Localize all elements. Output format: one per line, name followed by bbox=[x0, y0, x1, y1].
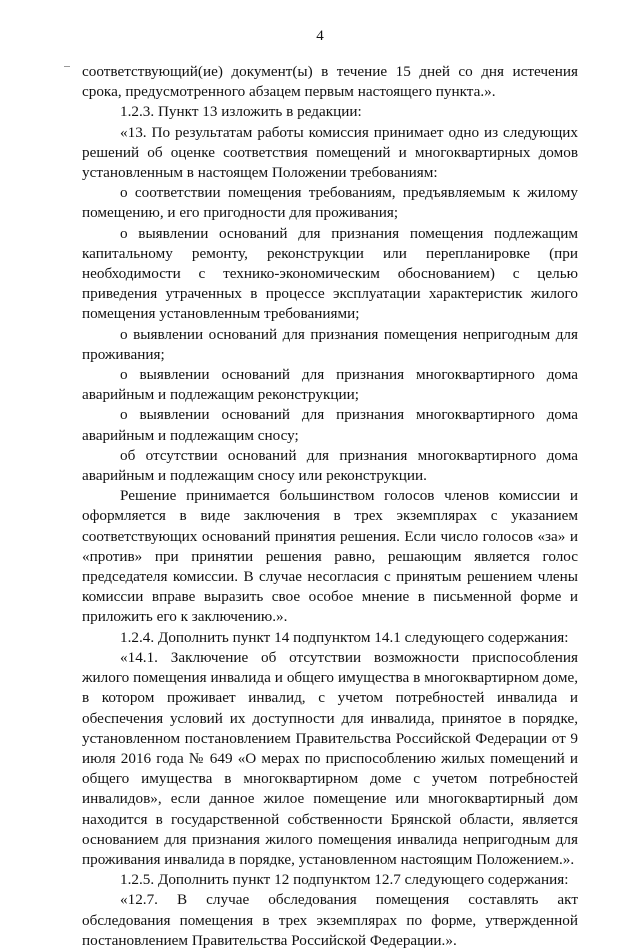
paragraph-decision-option: о выявлении оснований для признания многоквартирного дома аварийным и подлежащим реконструкции; bbox=[82, 366, 578, 404]
paragraph-decision-option: о выявлении оснований для признания помещения непригодным для проживания; bbox=[82, 325, 578, 363]
document-body bbox=[82, 62, 578, 951]
paragraph-clause-13: «13. По результатам работы комиссия принимает одно из следующих решений об оценке соответствия помещений и многоквартирных домов установленным в настоящем Положении требованиям: bbox=[82, 123, 578, 182]
paragraph-clause-12-7: «12.7. В случае обследования помещения составлять акт обследования помещения в трех экземплярах по форме, утвержденной постановлением Правительства Российской Федерации.». bbox=[82, 891, 578, 949]
paragraph-decision-option: об отсутствии оснований для признания многоквартирного дома аварийным и подлежащим сносу или реконструкции. bbox=[82, 446, 578, 485]
paragraph-clause-14-1: «14.1. Заключение об отсутствии возможности приспособления жилого помещения инвалида и общего имущества в многоквартирном доме, в котором проживает инвалид, с учетом потребностей инвалида и обеспечения условий их доступности для инвалида, принятое в порядке, установленном постановлением Правительства Российской Федерации от 9 июля 2016 года № 649 «О мерах по приспособлению жилых помещений и общего имущества в многоквартирном доме с учетом потребностей инвалидов», если данное жилое помещение или многоквартирный дом находится в государственной собственности Брянской области, является основанием для признания жилого помещения инвалида непригодным для проживания инвалида в порядке, установленном настоящим Положением.». bbox=[82, 648, 578, 868]
paragraph-decision-procedure: Решение принимается большинством голосов членов комиссии и оформляется в виде заключения в трех экземплярах с указанием соответствующих оснований принятия решения. Если число голосов «за» и «против» при принятии решения равно, решающим является голос председателя комиссии. В случае несогласия с принятым решением члены комиссии вправе выразить свое особое мнение в письменной форме и приложить его к заключению.». bbox=[82, 487, 578, 626]
paragraph-decision-option: о выявлении оснований для признания многоквартирного дома аварийным и подлежащим сносу; bbox=[82, 406, 578, 444]
page-number: 4 bbox=[316, 28, 324, 44]
paragraph-item-1-2-5: 1.2.5. Дополнить пункт 12 подпунктом 12.7 следующего содержания: bbox=[120, 871, 569, 889]
scan-artifact-mark bbox=[64, 66, 70, 67]
paragraph-decision-option: о выявлении оснований для признания помещения подлежащим капитальному ремонту, реконструкции или перепланировке (при необходимости с технико-экономическим обоснованием) с целью приведения утраченных в процессе эксплуатации характеристик жилого помещения установленным требованиями; bbox=[82, 224, 578, 323]
paragraph-item-1-2-3: 1.2.3. Пункт 13 изложить в редакции: bbox=[120, 103, 362, 121]
paragraph-continuation: соответствующий(ие) документ(ы) в течение 15 дней со дня истечения срока, предусмотренного абзацем первым настоящего пункта.». bbox=[82, 63, 578, 101]
paragraph-decision-option: о соответствии помещения требованиям, предъявляемым к жилому помещению, и его пригодности для проживания; bbox=[82, 184, 578, 222]
paragraph-item-1-2-4: 1.2.4. Дополнить пункт 14 подпунктом 14.1 следующего содержания: bbox=[120, 628, 569, 646]
